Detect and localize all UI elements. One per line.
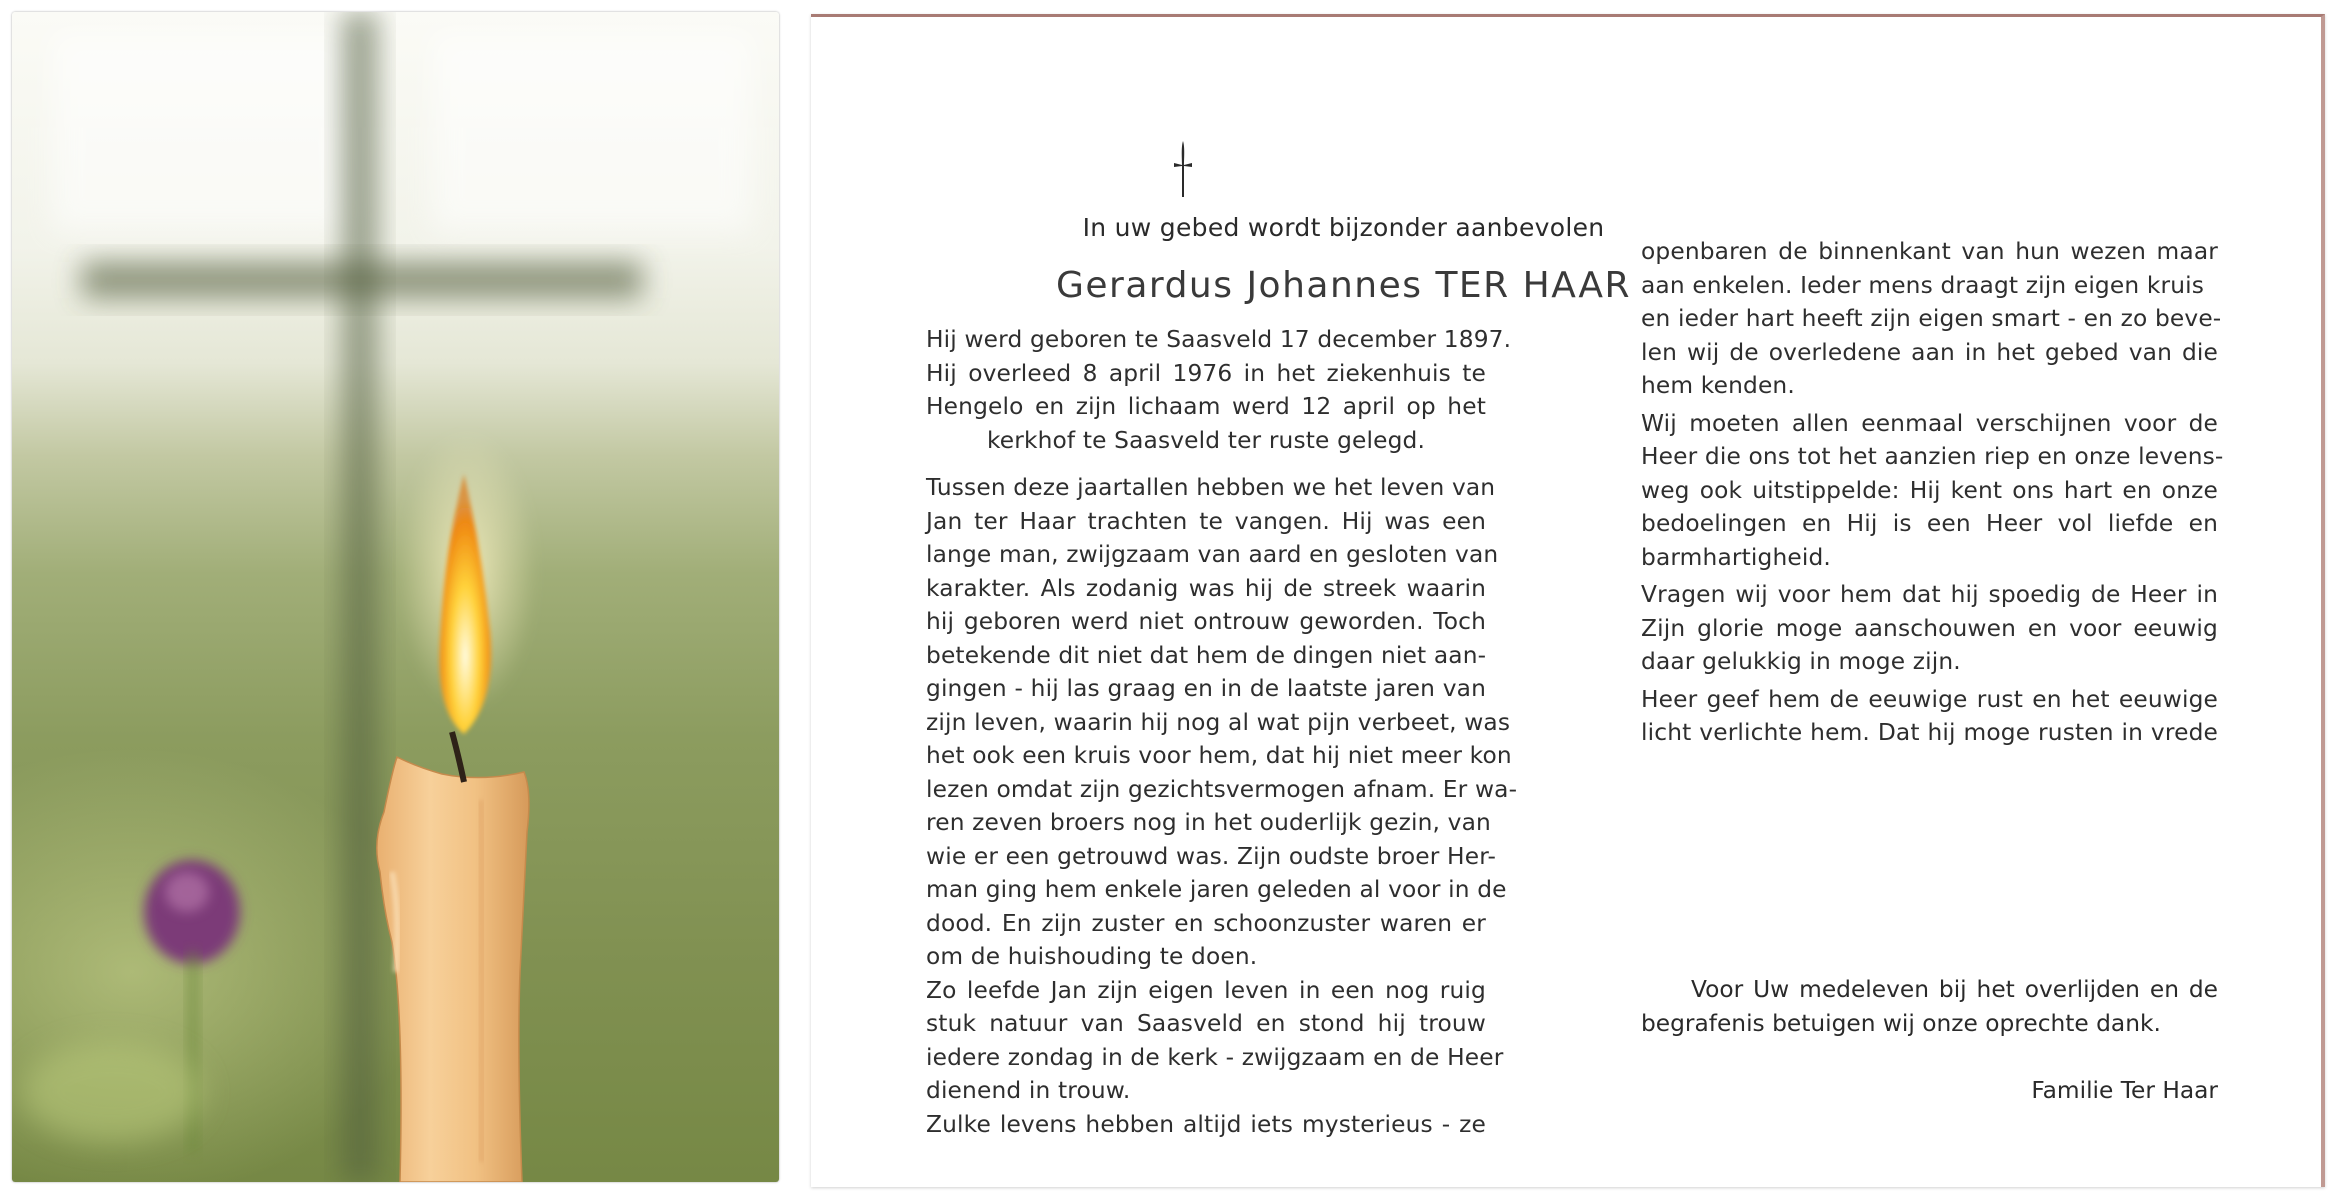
thanks-line: begrafenis betuigen wij onze oprechte dank.: [1641, 1009, 2161, 1037]
body-line: zijn leven, waarin hij nog al wat pijn verbeet, was: [926, 708, 1511, 736]
body-line: dood. En zijn zuster en schoonzuster waren er: [926, 909, 1486, 937]
body-line: Zijn glorie moge aanschouwen en voor eeuwig: [1641, 614, 2218, 642]
body-line: lange man, zwijgzaam van aard en gesloten van: [926, 541, 1499, 568]
body-line: om de huishouding te doen.: [926, 943, 1258, 970]
intro-line: Hengelo en zijn lichaam werd 12 april op het: [926, 393, 1486, 420]
body-line: Heer die ons tot het aanzien riep en onze levens-: [1641, 443, 2224, 470]
body-line: Zo leefde Jan zijn eigen leven in een nog ruig: [926, 976, 1486, 1004]
body-line: daar gelukkig in moge zijn.: [1641, 648, 1961, 675]
body-line: bedoelingen en Hij is een Heer vol liefde en: [1641, 510, 2218, 537]
body-line: hem kenden.: [1641, 372, 1795, 399]
body-line: iedere zondag in de kerk - zwijgzaam en de Heer: [926, 1043, 1504, 1071]
intro-line: Hij werd geboren te Saasveld 17 december 1897.: [926, 326, 1512, 353]
left-column: [926, 323, 1518, 1141]
body-line: man ging hem enkele jaren geleden al voor in de: [926, 876, 1507, 903]
intro-line: kerkhof te Saasveld ter ruste gelegd.: [986, 426, 1426, 454]
body-line: Vragen wij voor hem dat hij spoedig de Heer in: [1641, 581, 2218, 608]
memorial-text-card: [811, 14, 2325, 1187]
memorial-photo: [12, 12, 779, 1182]
body-line: barmhartigheid.: [1641, 543, 1831, 571]
recommend-line: In uw gebed wordt bijzonder aanbevolen: [1082, 213, 1605, 242]
body-line: len wij de overledene aan in het gebed van die: [1641, 338, 2218, 366]
body-line: en ieder hart heeft zijn eigen smart - en zo beve-: [1641, 305, 2222, 332]
family-signature: Familie Ter Haar: [2031, 1077, 2218, 1104]
deceased-name: Gerardus Johannes TER HAAR: [1056, 265, 1631, 306]
body-line: openbaren de binnenkant van hun wezen maar: [1641, 238, 2218, 265]
photo-scene: [12, 12, 779, 1182]
body-line: Zulke levens hebben altijd iets mysterieus - ze: [926, 1110, 1486, 1138]
body-line: wie er een getrouwd was. Zijn oudste broer Her-: [926, 842, 1496, 870]
body-line: lezen omdat zijn gezichtsvermogen afnam. Er wa-: [926, 775, 1518, 803]
body-line: gingen - hij las graag en in de laatste jaren van: [926, 675, 1486, 702]
body-line: karakter. Als zodanig was hij de streek waarin: [926, 574, 1486, 602]
candle-icon: [377, 432, 537, 1182]
body-line: Tussen deze jaartallen hebben we het leven van: [926, 474, 1496, 501]
intro-line: Hij overleed 8 april 1976 in het ziekenhuis te: [926, 359, 1486, 387]
body-line: licht verlichte hem. Dat hij moge rusten in vrede: [1641, 719, 2218, 746]
thanks-line: Voor Uw medeleven bij het overlijden en de: [1691, 976, 2218, 1003]
body-line: ren zeven broers nog in het ouderlijk gezin, van: [926, 809, 1491, 836]
body-line: het ook een kruis voor hem, dat hij niet meer kon: [926, 742, 1512, 769]
body-line: dienend in trouw.: [926, 1077, 1131, 1104]
body-line: weg ook uitstippelde: Hij kent ons hart en onze: [1641, 476, 2218, 504]
body-line: Heer geef hem de eeuwige rust en het eeuwige: [1641, 685, 2218, 713]
body-line: betekende dit niet dat hem de dingen niet aan-: [926, 641, 1487, 669]
body-line: stuk natuur van Saasveld en stond hij trouw: [926, 1010, 1486, 1037]
body-line: aan enkelen. Ieder mens draagt zijn eigen kruis: [1641, 271, 2205, 299]
thanks-text: [1641, 973, 2218, 1040]
body-line: Jan ter Haar trachten te vangen. Hij was een: [926, 507, 1486, 535]
body-line: Wij moeten allen eenmaal verschijnen voor de: [1641, 409, 2218, 437]
right-column: [1641, 235, 2224, 750]
body-line: hij geboren werd niet ontrouw geworden. Toch: [926, 608, 1486, 635]
thistle-flower-icon: [22, 860, 240, 1152]
cross-icon: [1171, 139, 1195, 199]
